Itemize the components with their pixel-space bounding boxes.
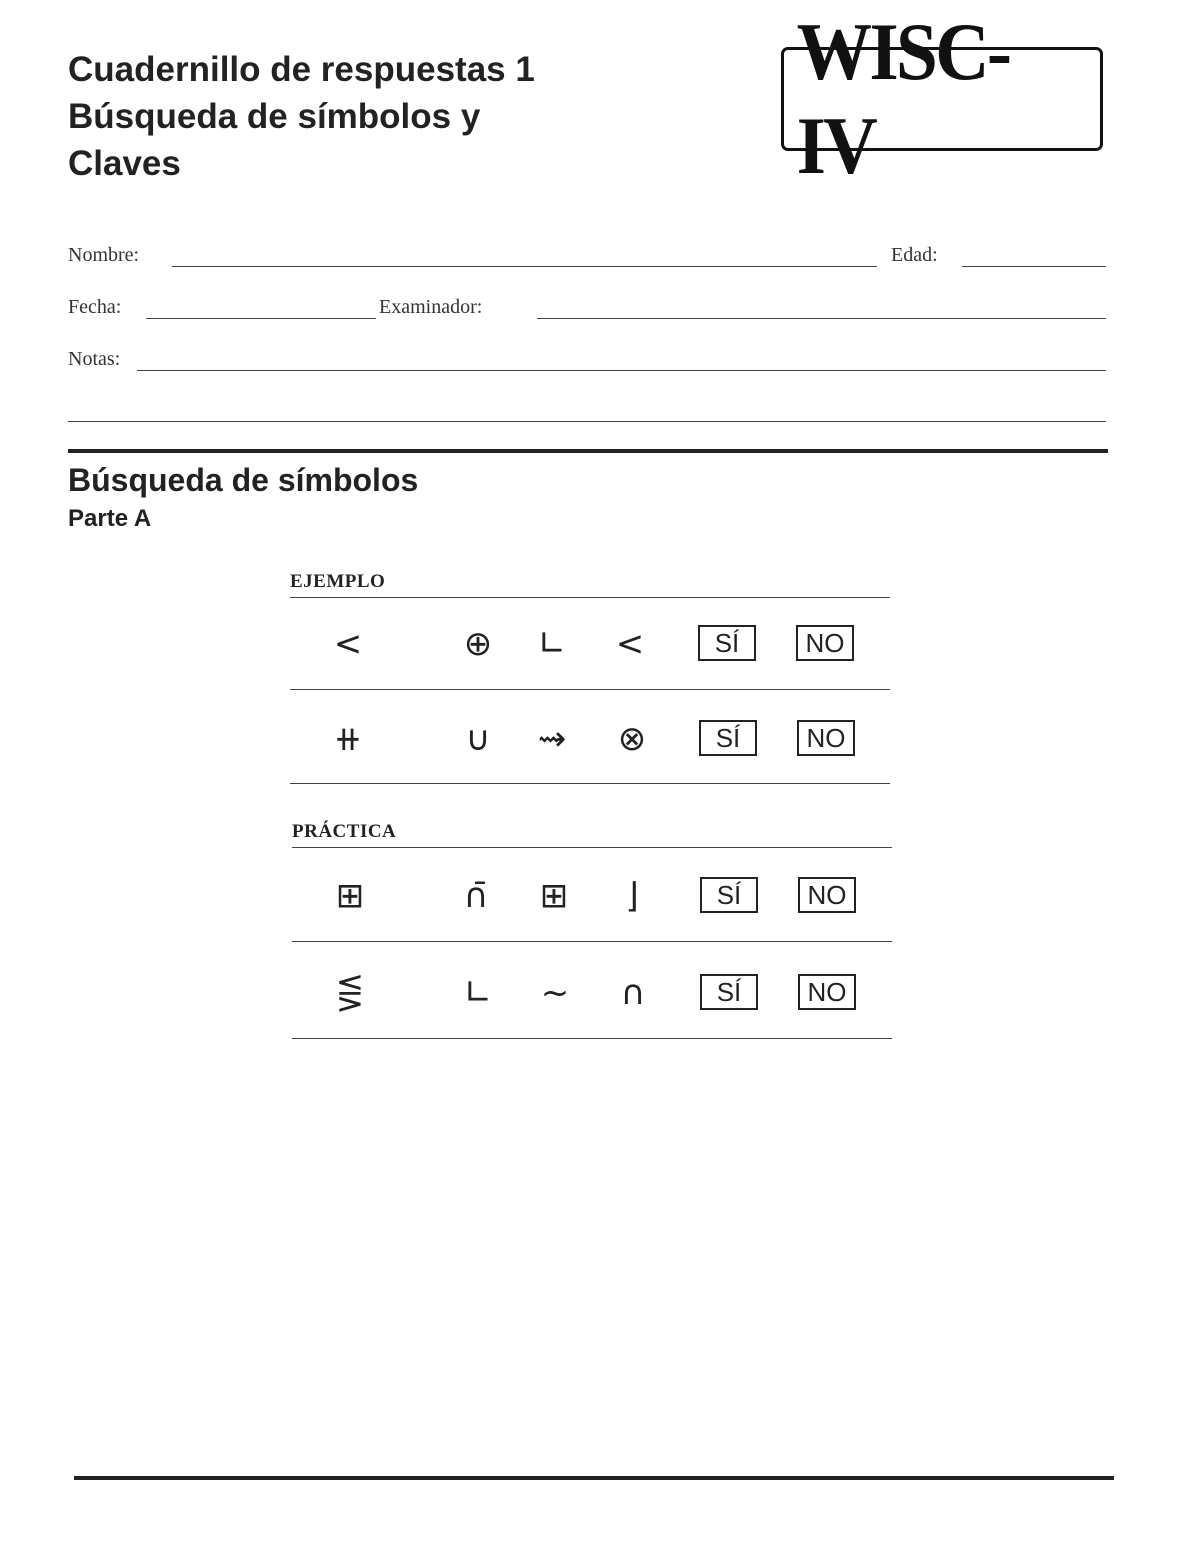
row-divider (290, 689, 890, 690)
yes-box[interactable]: SÍ (700, 877, 758, 913)
yes-box[interactable]: SÍ (698, 625, 756, 661)
search-symbol-1: ∪ (465, 719, 491, 759)
target-symbol-1: ⧺ (333, 719, 363, 759)
row-divider (292, 941, 892, 942)
no-box[interactable]: NO (797, 720, 855, 756)
title-line-3: Claves (68, 144, 181, 183)
ejemplo-label: EJEMPLO (290, 571, 386, 592)
edad-field[interactable] (962, 266, 1106, 267)
title-line-1: Cuadernillo de respuestas 1 (68, 50, 535, 89)
search-symbol-3: < (615, 624, 645, 664)
wisc-iv-logo (781, 6, 1103, 191)
section-subtitle: Parte A (68, 505, 152, 532)
search-symbol-2: ~ (540, 973, 570, 1013)
search-symbol-1: ⊕ (463, 624, 493, 664)
header-divider (68, 449, 1108, 453)
search-symbol-1: ∩̄ (463, 876, 489, 916)
target-symbol-1: ⊞ (335, 876, 365, 916)
nombre-field[interactable] (172, 266, 877, 267)
search-symbol-2: ∟ (537, 624, 567, 664)
fecha-field[interactable] (146, 318, 376, 319)
examinador-field[interactable] (537, 318, 1106, 319)
row-divider (290, 783, 890, 784)
examinador-label: Examinador: (379, 296, 483, 318)
no-box[interactable]: NO (798, 974, 856, 1010)
practica-top-rule (292, 847, 892, 848)
booklet-title (68, 46, 535, 187)
practica-label: PRÁCTICA (292, 821, 397, 842)
title-line-2: Búsqueda de símbolos y (68, 97, 481, 136)
notas-field[interactable] (137, 370, 1106, 371)
notas-label: Notas: (68, 348, 121, 370)
footer-divider (74, 1476, 1114, 1480)
row-divider (292, 1038, 892, 1039)
nombre-label: Nombre: (68, 244, 140, 266)
notas-field-line-2[interactable] (68, 421, 1106, 422)
search-symbol-1: ∟ (463, 973, 493, 1013)
target-symbol-1: ⋚ (335, 973, 365, 1013)
no-box[interactable]: NO (798, 877, 856, 913)
logo-text: WISC-IV (796, 6, 1010, 191)
yes-box[interactable]: SÍ (700, 974, 758, 1010)
section-title: Búsqueda de símbolos (68, 462, 419, 498)
search-symbol-2: ⇝ (537, 719, 567, 759)
no-box[interactable]: NO (796, 625, 854, 661)
search-symbol-3: ⌋ (625, 876, 639, 916)
target-symbol-1: < (333, 624, 363, 664)
search-symbol-2: ⊞ (539, 876, 569, 916)
fecha-label: Fecha: (68, 296, 122, 318)
ejemplo-top-rule (290, 597, 890, 598)
edad-label: Edad: (891, 244, 938, 266)
search-symbol-3: ∩ (620, 973, 646, 1013)
yes-box[interactable]: SÍ (699, 720, 757, 756)
search-symbol-3: ⊗ (617, 719, 647, 759)
